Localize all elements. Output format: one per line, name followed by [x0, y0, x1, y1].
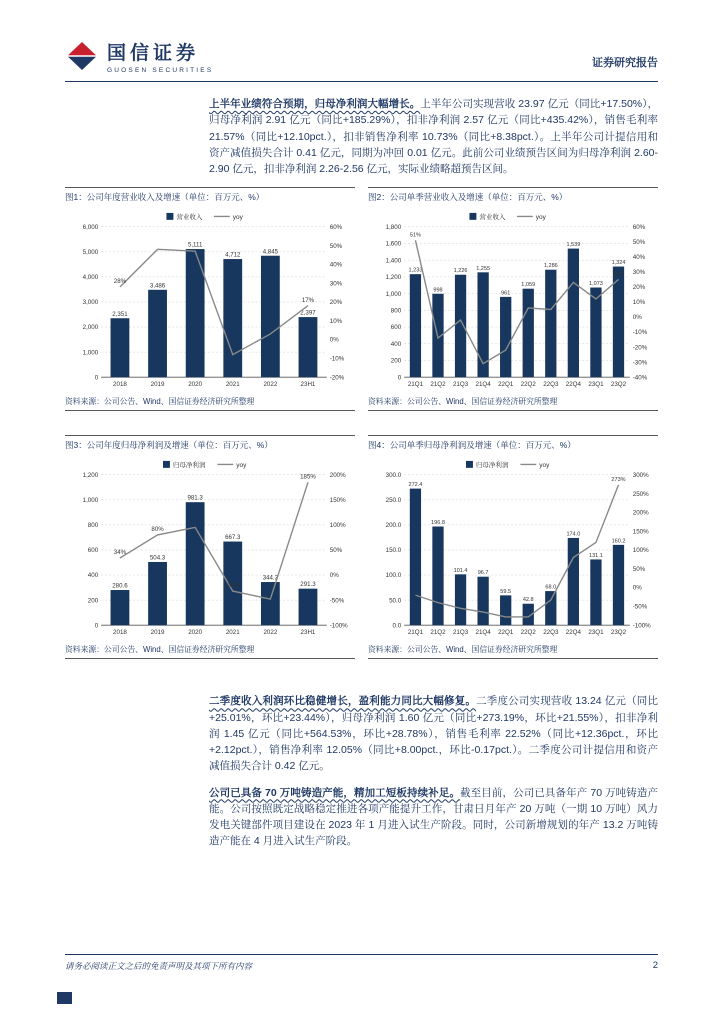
svg-text:-30%: -30%	[632, 359, 648, 367]
chart-source-note: 资料来源：公司公告、Wind、国信证券经济研究所整理	[65, 643, 355, 659]
svg-text:400: 400	[390, 341, 402, 349]
svg-text:2020: 2020	[188, 629, 203, 637]
svg-text:22Q4: 22Q4	[565, 629, 581, 637]
chart-source-note: 资料来源：公司公告、Wind、国信证券经济研究所整理	[368, 643, 658, 659]
svg-text:961: 961	[501, 290, 511, 297]
svg-text:34%: 34%	[113, 549, 127, 557]
paragraph-body: 截至目前，公司已具备年产 70 万吨铸造产能。公司按照既定战略稳定推进各项产能提升工作，甘肃日月年产 20 万吨（一期 10 万吨）风力发电关键部件项目建设在 2023 年 1 月进入试生产阶段。同时，公司新增规划的年产 13.2 万吨铸造产能在 4 月进入试生产阶段。	[209, 786, 659, 848]
svg-text:yoy: yoy	[539, 462, 550, 470]
svg-text:21Q2: 21Q2	[430, 381, 446, 389]
svg-text:-10%: -10%	[632, 329, 648, 337]
svg-text:300.0: 300.0	[385, 472, 402, 480]
svg-text:21Q3: 21Q3	[452, 381, 469, 389]
svg-text:1,255: 1,255	[476, 266, 491, 273]
svg-text:300%: 300%	[632, 472, 649, 480]
svg-text:150.0: 150.0	[385, 547, 402, 555]
svg-text:22Q3: 22Q3	[543, 629, 559, 637]
svg-text:1,600: 1,600	[385, 240, 402, 248]
svg-text:1,233: 1,233	[408, 268, 423, 275]
svg-text:22Q3: 22Q3	[543, 381, 559, 389]
svg-text:23Q2: 23Q2	[610, 381, 627, 389]
footer-disclaimer: 请务必阅读正文之后的免责声明及其项下所有内容	[65, 961, 253, 971]
svg-text:1,073: 1,073	[589, 281, 603, 288]
svg-text:50%: 50%	[632, 239, 646, 247]
paragraph-q2-results	[209, 693, 658, 774]
svg-text:22Q2: 22Q2	[520, 381, 536, 389]
svg-text:20%: 20%	[632, 284, 646, 292]
svg-text:250.0: 250.0	[385, 497, 402, 505]
svg-text:23Q2: 23Q2	[610, 629, 627, 637]
svg-text:100%: 100%	[632, 547, 649, 555]
svg-text:2019: 2019	[150, 629, 165, 637]
svg-text:68.0: 68.0	[545, 584, 557, 591]
svg-text:2,397: 2,397	[300, 309, 316, 317]
chart-title: 图2：公司单季营业收入及增速（单位：百万元、%）	[368, 187, 658, 205]
svg-text:100%: 100%	[329, 522, 346, 530]
svg-text:981.3: 981.3	[187, 495, 203, 503]
svg-text:-50%: -50%	[632, 603, 648, 611]
paragraph-body: 上半年公司实现营收 23.97 亿元（同比+17.50%），归母净利润 2.91 亿元（同比+185.29%），扣非净利润 2.57 亿元（同比+435.42%），销售毛利率 21.57%（同比+12.10pct.），扣非销售净利率 10.73%（同比+8.38pct.）。上半年公司计提信用和资产减值损失合计 0.41 亿元，同期为冲回 0.01 亿元。此前公司业绩预告区间为归母净利润 2.60-2.90 亿元，扣非净利润 2.26-2.56 亿元，实际业绩略超预告区间。	[209, 98, 659, 176]
svg-text:40%: 40%	[329, 261, 343, 269]
svg-text:10%: 10%	[632, 299, 646, 307]
header-divider	[65, 81, 658, 82]
svg-text:2,351: 2,351	[112, 311, 128, 319]
svg-text:504.3: 504.3	[149, 554, 166, 562]
svg-text:291.3: 291.3	[300, 581, 316, 589]
paragraph-body: 二季度公司实现营收 13.24 亿元（同比+25.01%，环比+23.44%），归母净利润 1.60 亿元（同比+273.19%，环比+21.55%），扣非净利润 1.45 亿元（同比+564.53%，环比+28.78%），销售毛利率 22.52%（同比+12.36pct.，环比+2.12pct.），销售净利率 12.05%（同比+8.00pct.，环比-0.17pct.）。二季度公司计提信用和资产减值损失合计 0.42 亿元。	[209, 695, 658, 773]
svg-text:1,539: 1,539	[566, 242, 581, 249]
svg-text:17%: 17%	[301, 297, 315, 305]
svg-text:0.0: 0.0	[392, 622, 402, 630]
report-type-label: 证券研究报告	[592, 57, 658, 69]
brand-text	[107, 38, 213, 74]
svg-text:1,059: 1,059	[521, 282, 536, 289]
svg-text:150%: 150%	[329, 497, 346, 505]
svg-text:营业收入: 营业收入	[479, 214, 506, 222]
svg-text:101.4: 101.4	[453, 568, 468, 575]
page-footer	[65, 954, 658, 972]
svg-text:60%: 60%	[632, 224, 646, 232]
charts-grid	[65, 187, 658, 659]
svg-text:4,000: 4,000	[82, 274, 99, 282]
svg-text:200.0: 200.0	[385, 522, 402, 530]
svg-text:2021: 2021	[225, 629, 240, 637]
svg-text:50%: 50%	[329, 243, 343, 251]
chart-title: 图3：公司年度归母净利润及增速（单位：百万元、%）	[65, 435, 355, 453]
svg-text:185%: 185%	[300, 473, 316, 481]
svg-text:22Q1: 22Q1	[498, 381, 514, 389]
annual-revenue-chart	[65, 205, 355, 395]
svg-text:21Q3: 21Q3	[452, 629, 469, 637]
chart-source-note: 资料来源：公司公告、Wind、国信证券经济研究所整理	[368, 395, 658, 411]
svg-text:2,000: 2,000	[82, 324, 99, 332]
svg-text:-20%: -20%	[329, 374, 345, 382]
svg-text:-20%: -20%	[632, 344, 648, 352]
svg-text:-40%: -40%	[632, 374, 648, 382]
svg-text:50%: 50%	[329, 547, 343, 555]
svg-text:0%: 0%	[329, 337, 339, 345]
svg-text:2018: 2018	[113, 381, 127, 389]
svg-text:21Q1: 21Q1	[407, 629, 424, 637]
svg-text:21Q4: 21Q4	[475, 381, 491, 389]
paragraph-halfyear-results	[209, 96, 658, 177]
svg-text:30%: 30%	[632, 269, 646, 277]
svg-text:80%: 80%	[151, 526, 164, 534]
brand	[65, 38, 213, 74]
svg-text:1,000: 1,000	[82, 497, 99, 505]
svg-text:23Q1: 23Q1	[588, 381, 604, 389]
svg-text:1,800: 1,800	[385, 224, 402, 232]
svg-text:22Q1: 22Q1	[498, 629, 514, 637]
svg-text:998: 998	[433, 287, 443, 294]
svg-text:50%: 50%	[632, 566, 646, 574]
svg-text:23Q1: 23Q1	[588, 629, 604, 637]
svg-text:280.6: 280.6	[112, 582, 128, 590]
brand-name-en: GUOSEN SECURITIES	[107, 67, 214, 74]
svg-text:51%: 51%	[409, 232, 421, 239]
footer-corner-mark	[57, 992, 72, 1004]
quarterly-revenue-chart	[368, 205, 658, 395]
svg-text:6,000: 6,000	[82, 224, 99, 232]
guosen-logo-icon	[65, 41, 99, 71]
svg-text:1,000: 1,000	[82, 349, 99, 357]
svg-text:0: 0	[397, 374, 402, 382]
svg-text:1,000: 1,000	[385, 291, 402, 299]
svg-text:344.3: 344.3	[262, 574, 279, 582]
svg-text:归母净利润: 归母净利润	[172, 462, 206, 470]
chart-title: 图1：公司年度营业收入及增速（单位：百万元、%）	[65, 187, 355, 205]
svg-text:272.4: 272.4	[408, 482, 423, 489]
chart-figure-quarterly-revenue	[368, 187, 658, 411]
svg-text:1,200: 1,200	[82, 472, 99, 480]
svg-text:2021: 2021	[225, 381, 240, 389]
svg-text:40%: 40%	[632, 254, 646, 262]
svg-text:174.0: 174.0	[566, 531, 581, 538]
svg-text:yoy: yoy	[236, 462, 247, 470]
svg-text:200: 200	[87, 597, 99, 605]
paragraph-lead: 二季度收入利润环比稳健增长，盈利能力同比大幅修复。	[209, 695, 477, 708]
svg-text:22Q4: 22Q4	[565, 381, 581, 389]
svg-text:营业收入: 营业收入	[176, 214, 203, 222]
svg-text:20%: 20%	[329, 299, 343, 307]
svg-text:667.3: 667.3	[225, 534, 241, 542]
svg-text:800: 800	[390, 307, 402, 315]
svg-text:196.8: 196.8	[431, 520, 445, 527]
svg-text:3,486: 3,486	[149, 282, 166, 290]
annual-netprofit-chart	[65, 453, 355, 643]
svg-text:273%: 273%	[611, 477, 626, 484]
chart-figure-annual-revenue	[65, 187, 355, 411]
svg-text:2022: 2022	[263, 629, 278, 637]
svg-text:23H1: 23H1	[300, 629, 316, 637]
svg-text:-50%: -50%	[329, 597, 345, 605]
svg-text:23H1: 23H1	[300, 381, 316, 389]
svg-text:42.8: 42.8	[522, 597, 534, 604]
svg-text:-10%: -10%	[329, 355, 345, 363]
svg-text:5,000: 5,000	[82, 249, 99, 257]
chart-source-note: 资料来源：公司公告、Wind、国信证券经济研究所整理	[65, 395, 355, 411]
svg-text:2018: 2018	[113, 629, 127, 637]
svg-text:2022: 2022	[263, 381, 278, 389]
svg-text:59.5: 59.5	[500, 589, 512, 596]
svg-text:150%: 150%	[632, 528, 649, 536]
svg-text:-100%: -100%	[632, 622, 651, 630]
svg-text:yoy: yoy	[232, 214, 243, 222]
svg-text:1,226: 1,226	[453, 268, 468, 275]
svg-text:160.2: 160.2	[611, 538, 626, 545]
svg-text:400: 400	[87, 572, 99, 580]
svg-text:21Q4: 21Q4	[475, 629, 491, 637]
report-header	[65, 38, 658, 74]
svg-text:96.7: 96.7	[477, 570, 489, 577]
svg-text:50.0: 50.0	[389, 597, 402, 605]
svg-text:4,712: 4,712	[225, 251, 241, 259]
svg-text:600: 600	[390, 324, 402, 332]
svg-text:-100%: -100%	[329, 622, 348, 630]
svg-text:yoy: yoy	[535, 214, 546, 222]
svg-text:1,200: 1,200	[385, 274, 402, 282]
chart-title: 图4：公司单季归母净利润及增速（单位：百万元、%）	[368, 435, 658, 453]
svg-text:0%: 0%	[632, 585, 642, 593]
paragraph-capacity	[209, 785, 658, 850]
svg-text:800: 800	[87, 522, 99, 530]
svg-text:0: 0	[94, 374, 99, 382]
chart-figure-quarterly-netprofit	[368, 435, 658, 659]
svg-text:21Q1: 21Q1	[407, 381, 424, 389]
chart-figure-annual-netprofit	[65, 435, 355, 659]
quarterly-netprofit-chart	[368, 453, 658, 643]
svg-text:10%: 10%	[329, 318, 343, 326]
svg-text:60%: 60%	[329, 224, 343, 232]
svg-text:21Q2: 21Q2	[430, 629, 446, 637]
svg-text:200: 200	[390, 357, 402, 365]
page-number: 2	[652, 960, 658, 971]
svg-text:2019: 2019	[150, 381, 165, 389]
svg-text:200%: 200%	[632, 509, 649, 517]
svg-text:-32%: -32%	[225, 582, 240, 590]
svg-text:归母净利润: 归母净利润	[475, 462, 509, 470]
svg-text:22Q2: 22Q2	[520, 629, 536, 637]
svg-text:200%: 200%	[329, 472, 346, 480]
svg-text:0%: 0%	[329, 572, 339, 580]
svg-text:25%: 25%	[612, 271, 625, 278]
svg-text:2020: 2020	[188, 381, 203, 389]
paragraph-lead: 公司已具备 70 万吨铸造产能，精加工短板持续补足。	[209, 786, 461, 799]
svg-text:30%: 30%	[329, 280, 343, 288]
svg-text:0: 0	[94, 622, 99, 630]
svg-text:1,286: 1,286	[543, 263, 558, 270]
svg-text:3,000: 3,000	[82, 299, 99, 307]
brand-name-cn: 国信证券	[107, 43, 200, 64]
paragraph-lead: 上半年业绩符合预期，归母净利润大幅增长。	[209, 98, 421, 110]
svg-text:131.1: 131.1	[589, 553, 603, 560]
svg-text:5,111: 5,111	[187, 241, 203, 249]
svg-text:1,324: 1,324	[611, 260, 626, 267]
svg-text:28%: 28%	[113, 278, 127, 286]
svg-text:250%: 250%	[632, 491, 649, 499]
svg-text:1,400: 1,400	[385, 257, 402, 265]
svg-text:4,845: 4,845	[262, 248, 279, 256]
svg-text:600: 600	[87, 547, 99, 555]
svg-text:100.0: 100.0	[385, 572, 402, 580]
svg-text:0%: 0%	[632, 314, 642, 322]
